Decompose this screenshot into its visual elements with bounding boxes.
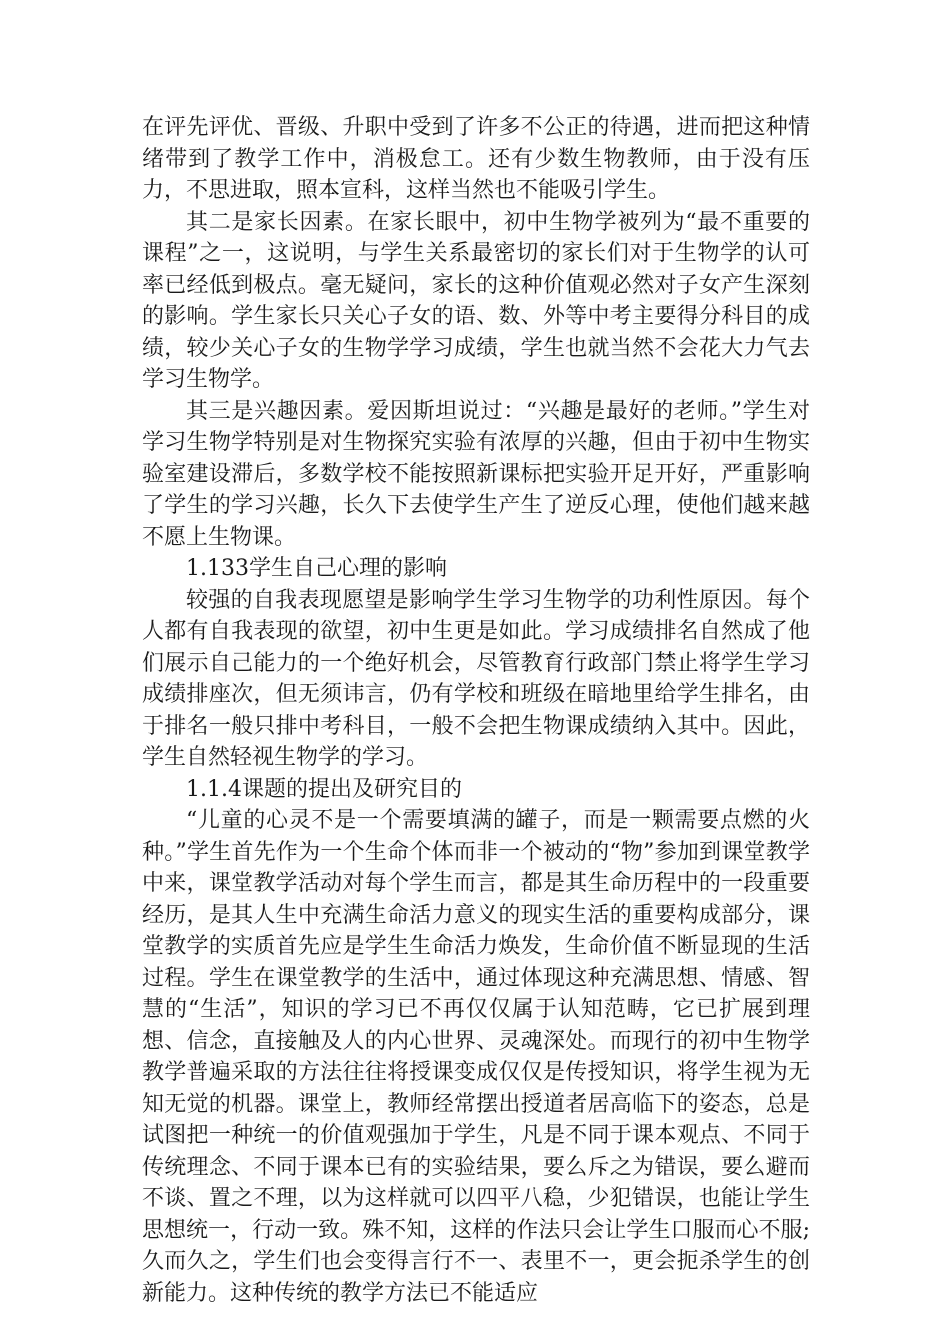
paragraph-student-psychology: 较强的自我表现愿望是影响学生学习生物学的功利性原因。每个人都有自我表现的欲望，初中生更是如此。学习成绩排名自然成了他们展示自己能力的一个绝好机会，尽管教育行政部门禁止将学生学习成绩排座次，但无须讳言，仍有学校和班级在暗地里给学生排名，由于排名一般只排中考科目，一般不会把生物课成绩纳入其中。因此，学生自然轻视生物学的学习。 bbox=[142, 587, 810, 770]
section-heading-1-1-4: 1.1.4课题的提出及研究目的 bbox=[186, 776, 462, 802]
paragraph-research-purpose: “儿童的心灵不是一个需要填满的罐子，而是一颗需要点燃的火种。”学生首先作为一个生命个体而非一个被动的“物”参加到课堂教学中来，课堂教学活动对每个学生而言，都是其生命历程中的一段重要经历，是其人生中充满生命活力意义的现实生活的重要构成部分，课堂教学的实质首先应是学生生命活力焕发，生命价值不断显现的生活过程。学生在课堂教学的生活中，通过体现这种充满思想、情感、智慧的“生活”，知识的学习已不再仅仅属于认知范畴，它已扩展到理想、信念，直接触及人的内心世界、灵魂深处。而现行的初中生物学教学普遍采取的方法往往将授课变成仅仅是传授知识，将学生视为无知无觉的机器。课堂上，教师经常摆出授道者居高临下的姿态，总是试图把一种统一的价值观强加于学生，凡是不同于课本观点、不同于传统理念、不同于课本已有的实验结果，要么斥之为错误，要么避而不谈、置之不理，以为这样就可以四平八稳，少犯错误，也能让学生思想统一，行动一致。殊不知，这样的作法只会让学生口服而心不服;久而久之，学生们也会变得言行不一、表里不一，更会扼杀学生的创新能力。这种传统的教学方法已不能适应 bbox=[142, 808, 810, 1306]
paragraph-interest-factor: 其三是兴趣因素。爱因斯坦说过：“兴趣是最好的老师。”学生对学习生物学特别是对生物探究实验有浓厚的兴趣，但由于初中生物实验室建设滞后，多数学校不能按照新课标把实验开足开好，严重影响了学生的学习兴趣，长久下去使学生产生了逆反心理，使他们越来越不愿上生物课。 bbox=[142, 398, 810, 550]
document-page bbox=[142, 112, 810, 1309]
paragraph-parent-factor: 其二是家长因素。在家长眼中，初中生物学被列为“最不重要的课程”之一，这说明，与学生关系最密切的家长们对于生物学的认可率已经低到极点。毫无疑问，家长的这种价值观必然对子女产生深刻的影响。学生家长只关心子女的语、数、外等中考主要得分科目的成绩，较少关心子女的生物学学习成绩，学生也就当然不会花大力气去学习生物学。 bbox=[142, 209, 810, 392]
section-heading-1-133: 1.133学生自己心理的影响 bbox=[186, 556, 447, 581]
paragraph-continuation: 在评先评优、晋级、升职中受到了许多不公正的待遇，进而把这种情绪带到了教学工作中，消极怠工。还有少数生物教师，由于没有压力，不思进取，照本宣科，这样当然也不能吸引学生。 bbox=[142, 115, 810, 203]
